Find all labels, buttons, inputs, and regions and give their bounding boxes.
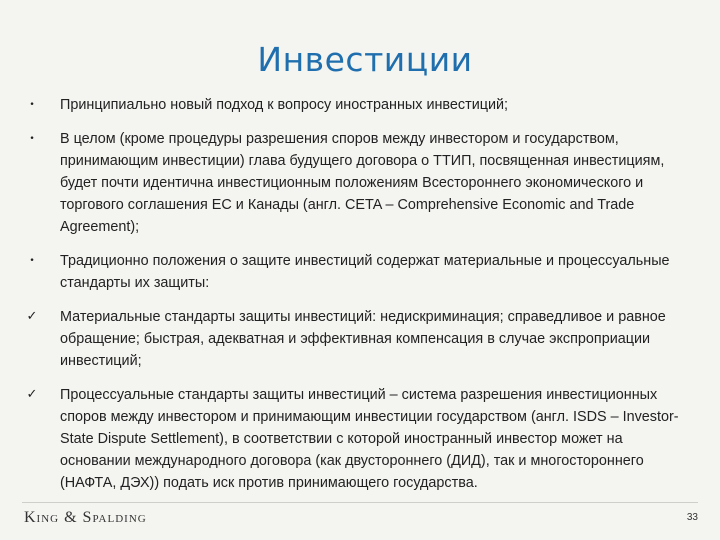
list-item bbox=[26, 128, 692, 238]
list-item bbox=[26, 384, 692, 494]
list-item-text: В целом (кроме процедуры разрешения споров между инвестором и государством, принимающим инвестиции) глава будущего договора о ТТИП, посвященная инвестициям, будет почти идентична инвестиционным положениям Всестороннего экономического и торгового соглашения ЕС и Канады (англ. CETA – Comprehensive Economic and Trade Agreement); bbox=[60, 131, 665, 235]
list-item-text: Принципиально новый подход к вопросу иностранных инвестиций; bbox=[60, 97, 509, 113]
list-item bbox=[26, 306, 692, 372]
list-item-text: Материальные стандарты защиты инвестиций: недискриминация; справедливое и равное обращение; быстрая, адекватная и эффективная компенсация в случае экспроприации инвестиций; bbox=[60, 309, 666, 369]
bullet-icon: • bbox=[29, 100, 35, 110]
checkmark-icon: ✓ bbox=[26, 309, 38, 324]
list-item-text: Процессуальные стандарты защиты инвестиций – система разрешения инвестиционных споров между инвестором и принимающим инвестиции государством (англ. ISDS – Investor-State Dispute Settlement), в соответствии с которой иностранный инвестор может на основании международного договора (как двустороннего (ДИД), так и многостороннего (НАФТА, ДЭХ)) подать иск против принимающего государства. bbox=[60, 387, 679, 491]
page-number: 33 bbox=[686, 512, 698, 523]
footer-divider bbox=[22, 502, 698, 503]
bullet-list bbox=[26, 94, 692, 494]
company-logo: King & Spalding bbox=[24, 509, 147, 526]
bullet-icon: • bbox=[29, 134, 35, 144]
list-item bbox=[26, 94, 692, 116]
list-item bbox=[26, 250, 692, 294]
slide-title: Инвестиции bbox=[257, 40, 473, 79]
bullet-icon: • bbox=[29, 256, 35, 266]
checkmark-icon: ✓ bbox=[26, 387, 38, 402]
list-item-text: Традиционно положения о защите инвестиций содержат материальные и процессуальные стандарты их защиты: bbox=[60, 253, 670, 291]
